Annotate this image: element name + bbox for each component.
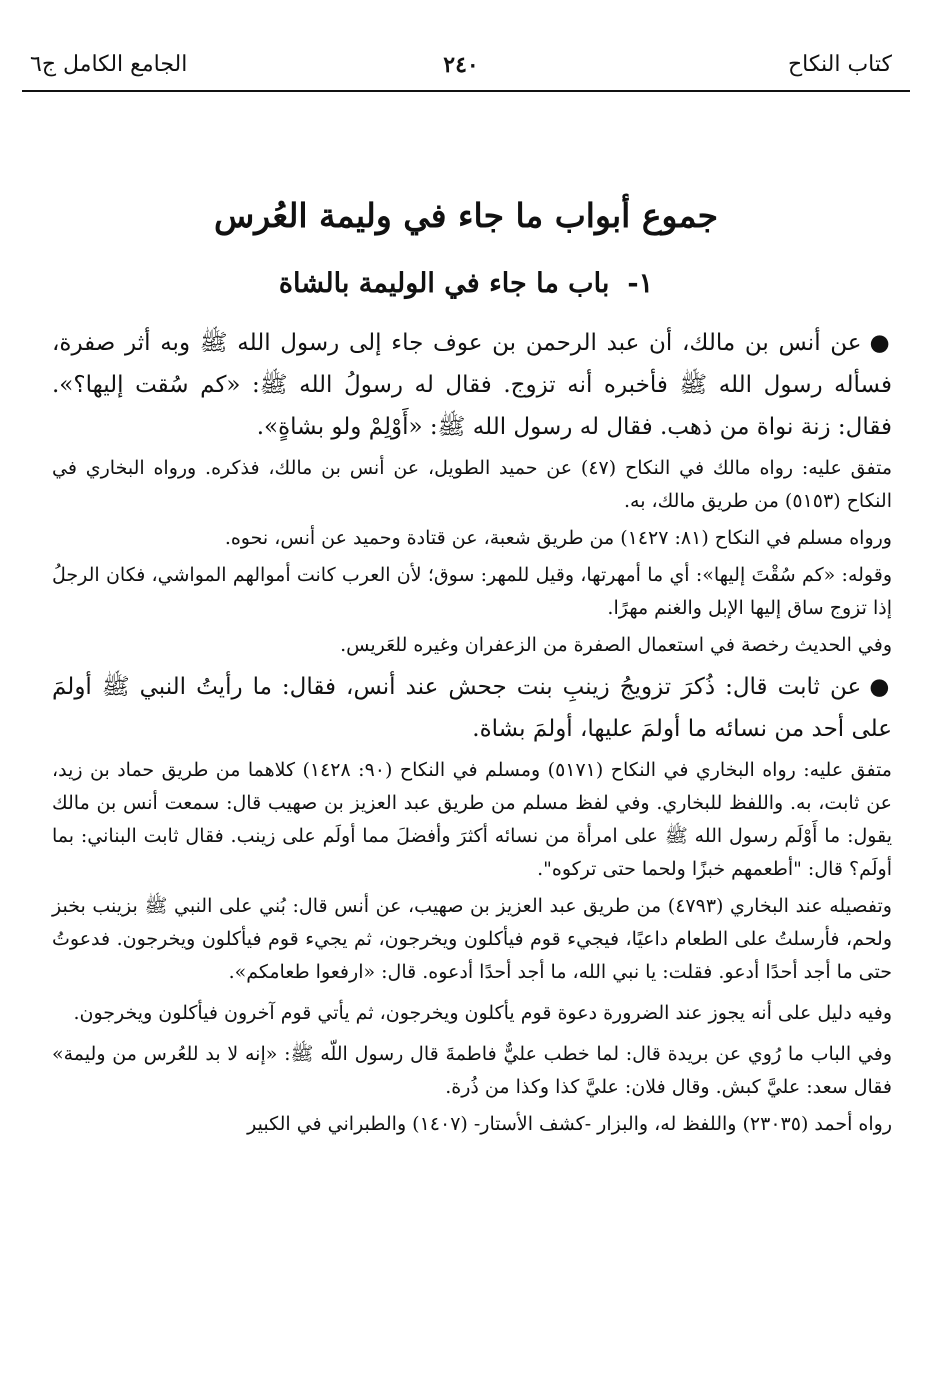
commentary-paragraph: وفي الحديث رخصة في استعمال الصفرة من الزعفران وغيره للعَريس.: [340, 634, 892, 656]
commentary-paragraph: متفق عليه: رواه البخاري في النكاح (٥١٧١) ومسلم في النكاح (٩٠: ١٤٢٨) كلاهما من طريق حماد بن زيد، عن ثابت، به. واللفظ للبخاري. وفي لفظ مسلم من طريق عبد العزيز بن صهيب قال: سمعت أنس بن مالك يقول: ما أَوْلَم رسول الله ﷺ على امرأة من نسائه أكثرَ وأفضلَ مما أولَم على زينب. فقال ثابت البناني: بما أولَم؟ قال: "أطعمهم خبزًا ولحما حتى تركوه".: [52, 759, 892, 880]
commentary-paragraph: وفيه دليل على أنه يجوز عند الضرورة دعوة قوم يأكلون ويخرجون، ثم يأتي قوم آخرون فيأكلون ويخرجون.: [73, 1002, 892, 1024]
hadith-text: عن أنس بن مالك، أن عبد الرحمن بن عوف جاء إلى رسول الله ﷺ وبه أثر صفرة، فسأله رسول الله ﷺ فأخبره أنه تزوج. فقال له رسولُ الله ﷺ: «كم سُقت إليها؟». فقال: زنة نواة من ذهب. فقال له رسول الله ﷺ: «أَوْلِمْ ولو بشاةٍ».: [52, 330, 892, 440]
commentary-paragraph: رواه أحمد (٢٣٠٣٥) واللفظ له، والبزار -كشف الأستار- (١٤٠٧) والطبراني في الكبير: [247, 1113, 892, 1135]
bullet-icon: ●: [869, 330, 892, 356]
header-book-title: كتاب النكاح: [787, 52, 892, 77]
chapter-title: جموع أبواب ما جاء في وليمة العُرس: [213, 196, 719, 235]
commentary-paragraph: وقوله: «كم سُقْتَ إليها»: أي ما أمهرتها، وقيل للمهر: سوق؛ لأن العرب كانت أموالهم المواشي، فكان الرجلُ إذا تزوج ساق إليها الإبل والغنم مهرًا.: [52, 564, 892, 619]
section-title: باب ما جاء في الوليمة بالشاة: [278, 268, 610, 299]
commentary-paragraph: وفي الباب ما رُوي عن بريدة قال: لما خطب عليٌّ فاطمةَ قال رسول اللّه ﷺ: «إنه لا بد للعُرس من وليمة» فقال سعد: عليَّ كبش. وقال فلان: عليَّ كذا وكذا من ذُرة.: [52, 1043, 892, 1098]
page-number: ٢٤٠: [443, 52, 479, 78]
commentary-paragraph: وتفصيله عند البخاري (٤٧٩٣) من طريق عبد العزيز بن صهيب، عن أنس قال: بُني على النبي ﷺ بزينب بخبز ولحم، فأرسلتُ على الطعام داعيًا، فيجيء قوم فيأكلون ويخرجون، ثم يجيء قوم فيأكلون ويخرجون. فدعوتُ حتى ما أجد أحدًا أدعو. فقلت: يا نبي الله، ما أجد أحدًا أدعوه. قال: «ارفعوا طعامكم».: [52, 895, 892, 983]
running-header: [30, 52, 892, 86]
hadith-paragraph: [52, 322, 892, 448]
page-body: [52, 322, 892, 1145]
hadith-paragraph: [52, 666, 892, 750]
commentary-paragraph: متفق عليه: رواه مالك في النكاح (٤٧) عن حميد الطويل، عن أنس بن مالك، فذكره. ورواه البخاري في النكاح (٥١٥٣) من طريق مالك، به.: [52, 457, 892, 512]
commentary-paragraph: ورواه مسلم في النكاح (٨١: ١٤٢٧) من طريق شعبة، عن قتادة وحميد عن أنس، نحوه.: [224, 527, 892, 549]
section-heading: [40, 268, 892, 299]
header-divider: [22, 90, 910, 92]
header-volume-title: الجامع الكامل ج٦: [30, 52, 188, 77]
hadith-text: عن ثابت قال: ذُكرَ تزويجُ زينبِ بنت جحش عند أنس، فقال: ما رأيتُ النبي ﷺ أولمَ على أحد من نسائه ما أولمَ عليها، أولمَ بشاة.: [52, 674, 892, 742]
section-number: ١-: [627, 268, 654, 299]
bullet-icon: ●: [869, 674, 892, 700]
